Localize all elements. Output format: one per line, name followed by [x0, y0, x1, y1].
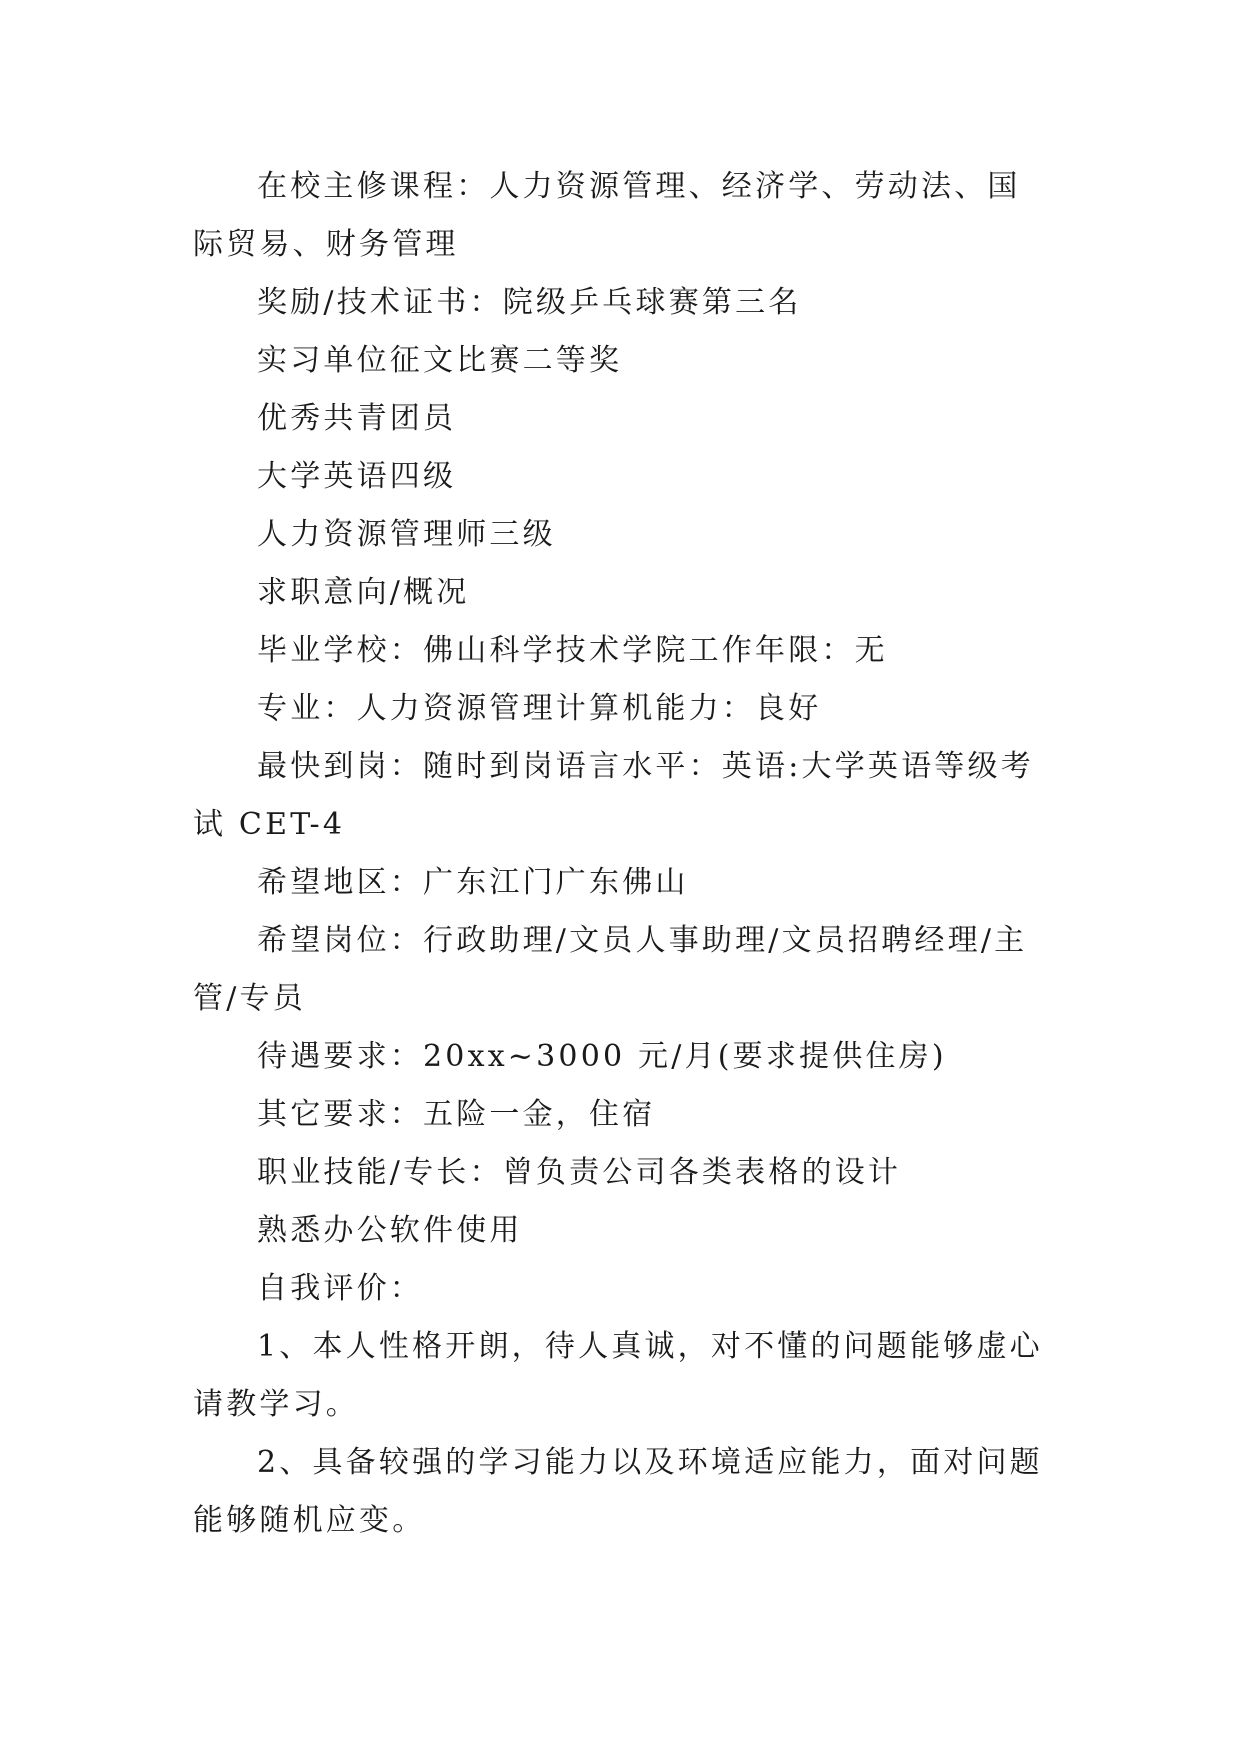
- document-body: [193, 158, 1053, 1550]
- paragraph-essay-award: 实习单位征文比赛二等奖: [257, 343, 623, 378]
- paragraph-availability: 最快到岗：随时到岗语言水平：英语:大学英语等级考试 CET-4: [193, 749, 1034, 842]
- paragraph-self-eval-1: 1、本人性格开朗，待人真诚，对不懂的问题能够虚心请教学习。: [193, 1329, 1043, 1422]
- paragraph-skills: 职业技能/专长：曾负责公司各类表格的设计: [257, 1155, 902, 1190]
- paragraph-position: 希望岗位：行政助理/文员人事助理/文员招聘经理/主管/专员: [193, 923, 1028, 1016]
- paragraph-major: 专业：人力资源管理计算机能力：良好: [257, 691, 822, 726]
- paragraph-region: 希望地区：广东江门广东佛山: [257, 865, 689, 900]
- paragraph-job-intent-heading: 求职意向/概况: [257, 575, 470, 610]
- paragraph-cet4: 大学英语四级: [257, 459, 457, 494]
- paragraph-self-eval-heading: 自我评价：: [257, 1271, 423, 1306]
- paragraph-self-eval-2: 2、具备较强的学习能力以及环境适应能力，面对问题能够随机应变。: [193, 1445, 1043, 1538]
- paragraph-league-member: 优秀共青团员: [257, 401, 457, 436]
- paragraph-hr-cert: 人力资源管理师三级: [257, 517, 556, 552]
- paragraph-awards: 奖励/技术证书：院级乒乓球赛第三名: [257, 285, 802, 320]
- paragraph-salary: 待遇要求：20xx~3000 元/月(要求提供住房): [257, 1039, 947, 1074]
- paragraph-school: 毕业学校：佛山科学技术学院工作年限：无: [257, 633, 888, 668]
- paragraph-office-software: 熟悉办公软件使用: [257, 1213, 523, 1248]
- paragraph-other-requirements: 其它要求：五险一金，住宿: [257, 1097, 656, 1132]
- paragraph-courses: 在校主修课程：人力资源管理、经济学、劳动法、国际贸易、财务管理: [193, 169, 1021, 262]
